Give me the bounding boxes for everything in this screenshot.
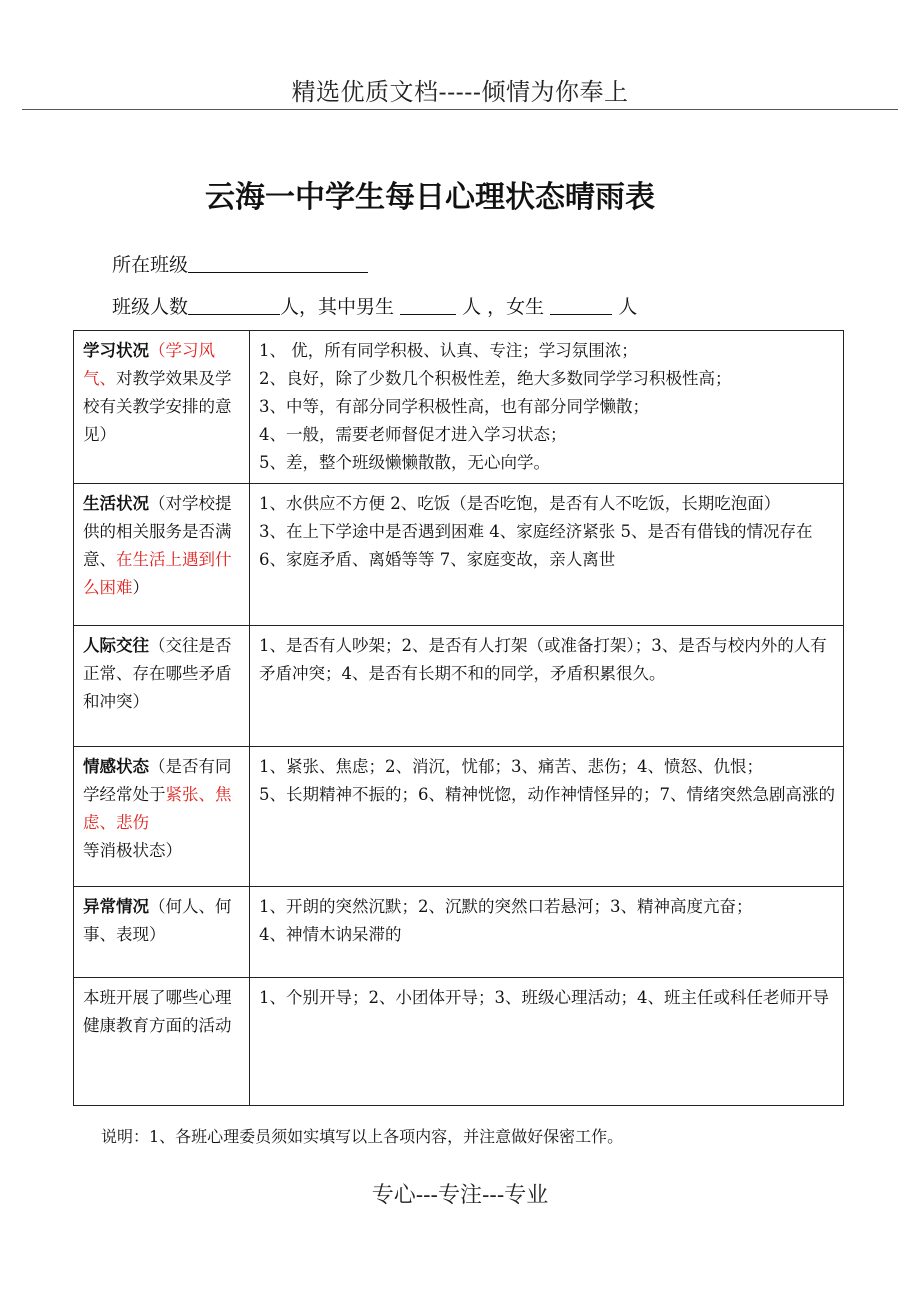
row-desc: 对教学效果及学校有关教学安排的意见） xyxy=(83,369,232,444)
row-desc: （何人、何事、表现） xyxy=(83,897,232,944)
content-line: 2、良好，除了少数几个积极性差，绝大多数同学学习积极性高； xyxy=(259,369,732,388)
content-line: 1、是否有人吵架；2、是否有人打架（或准备打架）；3、是否与校内外的人有矛盾冲突；4、是否有长期不和的同学，矛盾积累很久。 xyxy=(259,636,827,683)
table-row xyxy=(74,484,844,626)
content-line: 3、中等，有部分同学积极性高，也有部分同学懒散； xyxy=(259,397,649,416)
row-desc: 等消极状态） xyxy=(83,841,182,860)
row-content xyxy=(250,978,844,1106)
row-content xyxy=(250,626,844,747)
class-blank[interactable] xyxy=(188,252,368,273)
row-title: 人际交往 xyxy=(83,636,149,655)
class-field xyxy=(112,250,368,277)
status-table xyxy=(73,330,844,1106)
content-line: 5、长期精神不振的；6、精神恍惚，动作神情怪异的；7、情绪突然急剧高涨的 xyxy=(259,785,835,804)
row-desc-highlight: 在生活上遇到什么困难 xyxy=(83,550,232,597)
count-field xyxy=(112,292,637,319)
count-unit: 人，其中男生 xyxy=(280,296,395,318)
page-footer: 专心---专注---专业 xyxy=(371,1183,549,1208)
boys-blank[interactable] xyxy=(400,294,456,315)
row-desc-open: （ xyxy=(149,341,166,360)
row-title: 情感状态 xyxy=(83,757,149,776)
row-label xyxy=(74,747,250,887)
row-label xyxy=(74,978,250,1106)
content-line: 1、 优，所有同学积极、认真、专注；学习氛围浓； xyxy=(259,341,638,360)
row-desc: （对学校提供的相关服务是否满意、 xyxy=(83,494,232,569)
table-row xyxy=(74,887,844,978)
header-divider xyxy=(22,109,898,110)
row-desc: （交往是否正常、存在哪些矛盾和冲突） xyxy=(83,636,232,711)
row-content xyxy=(250,484,844,626)
row-label xyxy=(74,331,250,484)
row-desc-highlight: 紧张、焦虑、悲伤 xyxy=(83,785,232,832)
content-line: 4、一般，需要老师督促才进入学习状态； xyxy=(259,425,567,444)
row-desc-close: ） xyxy=(132,578,149,597)
row-label xyxy=(74,887,250,978)
row-desc-highlight: 学习风气、 xyxy=(83,341,215,388)
document-title: 云海一中学生每日心理状态晴雨表 xyxy=(205,180,655,215)
page-header: 精选优质文档-----倾情为你奉上 xyxy=(291,78,629,106)
table-row xyxy=(74,978,844,1106)
row-label xyxy=(74,484,250,626)
content-line: 1、水供应不方便 2、吃饭（是否吃饱，是否有人不吃饭，长期吃泡面） xyxy=(259,494,781,513)
content-line: 4、神情木讷呆滞的 xyxy=(259,925,402,944)
girls-unit: 人 xyxy=(618,296,638,318)
row-desc: （是否有同学经常处于 xyxy=(83,757,232,804)
content-line: 3、在上下学途中是否遇到困难 4、家庭经济紧张 5、是否有借钱的情况存在 6、家庭矛盾、离婚等等 7、家庭变故，亲人离世 xyxy=(259,522,829,569)
row-content xyxy=(250,887,844,978)
count-blank[interactable] xyxy=(188,294,280,315)
content-line: 5、差，整个班级懒懒散散，无心向学。 xyxy=(259,453,550,472)
row-content xyxy=(250,331,844,484)
boys-unit: 人 ，女生 xyxy=(462,296,545,318)
row-title: 本班开展了哪些心理健康教育方面的活动 xyxy=(83,988,232,1035)
row-title: 生活状况 xyxy=(83,494,149,513)
count-label: 班级人数 xyxy=(112,296,189,318)
class-label: 所在班级 xyxy=(112,254,189,276)
row-label xyxy=(74,626,250,747)
content-line: 1、紧张、焦虑；2、消沉，忧郁；3、痛苦、悲伤；4、愤怒、仇恨； xyxy=(259,757,763,776)
table-row xyxy=(74,331,844,484)
row-content xyxy=(250,747,844,887)
footnote: 说明：1、各班心理委员须如实填写以上各项内容，并注意做好保密工作。 xyxy=(101,1127,624,1146)
content-line: 1、开朗的突然沉默；2、沉默的突然口若悬河；3、精神高度亢奋； xyxy=(259,897,753,916)
table-row xyxy=(74,747,844,887)
row-title: 学习状况 xyxy=(83,341,149,360)
girls-blank[interactable] xyxy=(550,294,612,315)
row-title: 异常情况 xyxy=(83,897,149,916)
content-line: 1、个别开导；2、小团体开导；3、班级心理活动；4、班主任或科任老师开导 xyxy=(259,988,829,1007)
table-row xyxy=(74,626,844,747)
